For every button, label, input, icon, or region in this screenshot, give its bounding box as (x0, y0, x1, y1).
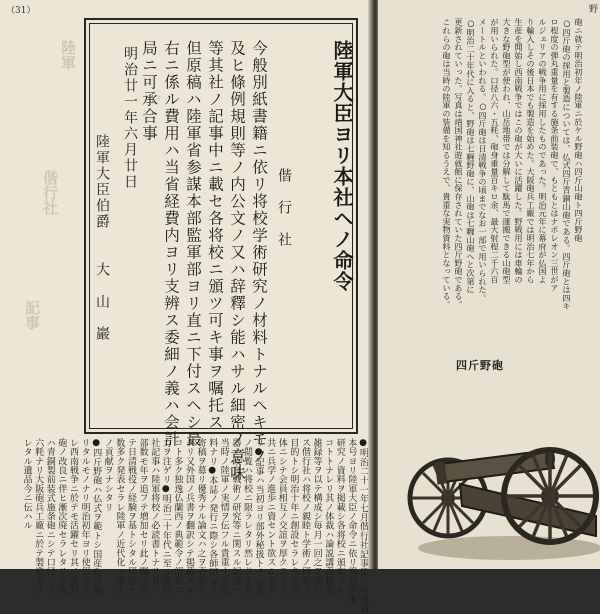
order-date: 明治廿一年六月廿日 (122, 46, 138, 190)
right-page-column: 更新されていった。写真は靖国神社遊就館に保存されていた四斤野砲である。 (454, 18, 464, 309)
right-page-column: ○明治二十年代に入ると、野砲は七糎野砲に、山砲は七糎山砲へと次第に (466, 18, 476, 294)
lower-article-column: 当時ノ陸軍ノ実情ヲ伝フル貴重ナル史 (218, 438, 229, 595)
ghost-column: 記事 (23, 300, 41, 330)
lower-article-column: レタル遺品今ニ伝ハル (21, 438, 32, 530)
ghost-column: 陸軍 (59, 40, 77, 70)
lower-article-column: 数多ク発表セラレ陸軍ノ近代化ニ多大 (114, 438, 125, 595)
order-body-line: 但原稿ハ陸軍省参謀本部監軍部ヨリ直ニ下付スヘシ最 (184, 40, 202, 448)
lower-article-column: リ●記事ハ当初ヨリ部外秘扱トサレ其 (253, 438, 264, 596)
lower-article-column: 体ニシテ会員相互ノ交誼ヲ厚クスルト (276, 438, 287, 595)
lower-article-column: コト多ク独逸仏蘭西ノ典範令ノ紹介ニ (172, 438, 183, 595)
right-page-column: 生産を開始し西南戦争ではこの砲が大いに活躍した。野戦用には車輪の (514, 18, 524, 284)
order-body-line: 今般別紙書籍ニ依リ将校学術研究ノ材料トナルヘキモノ (250, 40, 268, 465)
order-signatory-title: 陸軍大臣伯爵 (94, 134, 110, 230)
right-page-column: メートルといわれる。○四斤砲は日清戦争の頃までなお一部で用いられた。 (478, 18, 488, 302)
lower-article-column: 目的トシ明治十年ニ創設セラレタル団 (288, 438, 299, 595)
lower-article-column: ハ青銅製前装式施条砲ニシテ口径八十 (44, 438, 55, 595)
lower-article-column: 雑録等ヲ以テ構成シ毎月一回之ヲ刊行 (311, 438, 322, 595)
order-addressee: 偕 行 社 (276, 168, 292, 248)
lower-article-column: 社記事ハ陸軍将校ノ必読書トナリ其ノ (149, 438, 160, 595)
lower-article-column: ス偕行社ハ将校ノ親睦ト学術ノ研究ヲ (300, 438, 310, 595)
right-page-column: ロ程度の弾丸重量を有する施条前装砲で、もともとはナポレオン三世がア (550, 18, 560, 292)
lower-article-column: 六粍ナリ大阪砲兵工廠ニ於テ製造セラ (33, 438, 44, 595)
lower-article-column: 研究ノ資料ヲ掲載シ各将校ニ頒布スル (334, 438, 345, 595)
right-page-column: 大きな野砲型が使われ、山岳地帯では分解して駄馬で運搬できる山砲型 (502, 18, 512, 284)
photo-caption: 四斤野砲 (456, 359, 504, 372)
right-page-column: ○四斤砲の採用と製造については、仏式四斤青銅山砲である。四斤砲とは四キ (562, 18, 572, 311)
lower-article-column: 本号ヨリ陸軍大臣ノ命令ニ依リ将校学術 (346, 438, 357, 604)
lower-article-column: リタルモノナリ明治初年ヨリ使用セラ (79, 438, 90, 595)
lower-article-column: レ西南戦争ニ於テモ活躍セリ其ノ後野 (68, 438, 78, 595)
order-title: 陸軍大臣ヨリ本社ヘノ命令 (330, 40, 354, 292)
lower-article-column: テ日清戦役ノ経験ヲ基トシタル研究モ (126, 438, 136, 595)
cannon-photo (400, 380, 600, 569)
page-number: （31） (6, 6, 36, 16)
order-signatory-name: 大 山 巖 (94, 262, 110, 342)
right-page-column: 砲ニ就テ明治初年ノ陸軍ニ於ケル野砲ハ四斤山砲ト四斤野砲 (574, 18, 584, 243)
order-body-line: 右ニ係ル費用ハ当省経費内ヨリ支辨ス委細ノ義ハ会計 (162, 40, 180, 448)
right-page-column: ルジェリアの戦争用に採用したものであった。明治元年に幕府が仏国よ (538, 18, 548, 284)
wheel-right (504, 450, 596, 542)
lower-article-column: 料ナリ●本誌ノ発行ニ際シ各師団ヨリ (207, 438, 218, 596)
order-body-line: 局ニ可承合事 (140, 40, 158, 142)
order-body-line: 等其社ノ記事中ニ載セ各将校ニ頒ツ可キ事ヲ嘱托ス (206, 40, 224, 431)
lower-article-column: ノ閲覧ハ将校ニ限ラレタリ然レドモ兵 (242, 438, 252, 595)
order-body-line: 及ヒ條例規則等ノ内公文ノ又ハ辞釋シ能ハサル細密ノ意味 (228, 40, 246, 482)
lower-article-column: ●四斤野砲ハ仏式ヲ範トシ国産化ヲ図 (91, 438, 102, 596)
right-page-column: が用いられた。口径八六・五粍、砲身重量百キロ余、最大射程二千六百 (490, 18, 500, 284)
ghost-column: 偕行社 (41, 170, 59, 215)
lower-article-column: 部数モ年ヲ追フテ増加セリ此ノ間ニ於 (137, 438, 148, 595)
right-page-column: これらの砲は当時の陸軍の装備を知るうえで、貴重な実物資料となっている。 (442, 18, 452, 309)
lower-article-column: コトトナレリ其ノ体裁ハ論説講義翻訳 (323, 438, 334, 595)
right-page-header: 野 (587, 4, 597, 13)
lower-article-column: 共ニ兵学ノ進歩ニ資セント欲スル者ナ (265, 438, 276, 595)
lower-article-column: ノ貢献ヲナシタリ (102, 438, 113, 512)
lower-article-column: ●明治二十一年七月偕行社記事第一号発刊 (358, 438, 368, 614)
lower-article-column: 器ノ改良戦術ノ研究等ニ関スル記述ハ (230, 438, 241, 595)
lower-article-column: タリ又外国ノ兵書ヲ翻訳シテ掲載スル (184, 438, 194, 595)
right-page-column: り輸入しその後日本でも製造を始めた。大阪砲兵工廠では明治七年から (526, 18, 536, 284)
lower-article-column: 砲ノ改良ニ伴ヒ漸次廃セラレタリ本砲 (56, 438, 67, 595)
lower-article-column: 寄稿ヲ募リ優秀ナル論文ハ之ヲ表彰シ (195, 438, 206, 595)
lower-article-column: 力ヲ注ゲリ●明治二十年代ニ至リ偕行 (160, 438, 171, 596)
